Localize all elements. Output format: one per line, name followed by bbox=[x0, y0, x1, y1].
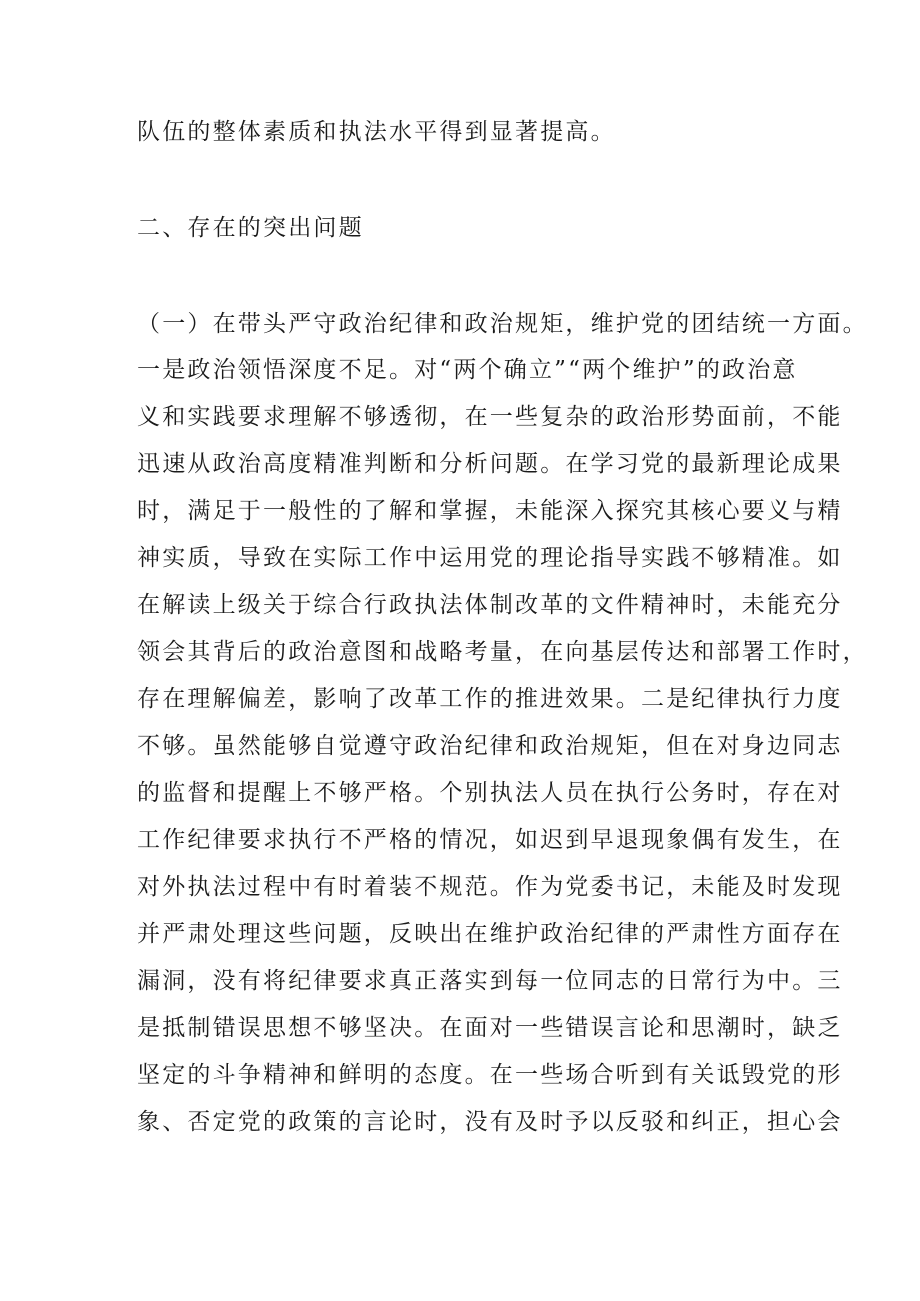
text-line: 一是政治领悟深度不足。对“两个确立”“两个维护”的政治意 bbox=[137, 357, 798, 383]
text-line: 象、否定党的政策的言论时，没有及时予以反驳和纠正，担心会 bbox=[137, 1109, 843, 1135]
subsection-heading: （一）在带头严守政治纪律和政治规矩，维护党的团结统一方面。 bbox=[137, 311, 868, 337]
text-line: 队伍的整体素质和执法水平得到显著提高。 bbox=[137, 119, 616, 145]
text-line: 领会其背后的政治意图和战略考量，在向基层传达和部署工作时， bbox=[137, 639, 868, 665]
text-line: 工作纪律要求执行不严格的情况，如迟到早退现象偶有发生，在 bbox=[137, 827, 843, 853]
text-line: 在解读上级关于综合行政执法体制改革的文件精神时，未能充分 bbox=[137, 592, 843, 618]
text-line: 存在理解偏差，影响了改革工作的推进效果。二是纪律执行力度 bbox=[137, 686, 843, 712]
text-line: 的监督和提醒上不够严格。个别执法人员在执行公务时，存在对 bbox=[137, 780, 843, 806]
section-heading: 二、存在的突出问题 bbox=[137, 215, 364, 241]
text-line: 神实质，导致在实际工作中运用党的理论指导实践不够精准。如 bbox=[137, 545, 843, 571]
text-line: 漏洞，没有将纪律要求真正落实到每一位同志的日常行为中。三 bbox=[137, 968, 843, 994]
text-line: 并严肃处理这些问题，反映出在维护政治纪律的严肃性方面存在 bbox=[137, 921, 843, 947]
text-line: 对外执法过程中有时着装不规范。作为党委书记，未能及时发现 bbox=[137, 874, 843, 900]
text-line: 迅速从政治高度精准判断和分析问题。在学习党的最新理论成果 bbox=[137, 451, 843, 477]
text-line: 是抵制错误思想不够坚决。在面对一些错误言论和思潮时，缺乏 bbox=[137, 1015, 843, 1041]
text-line: 不够。虽然能够自觉遵守政治纪律和政治规矩，但在对身边同志 bbox=[137, 733, 843, 759]
text-line: 坚定的斗争精神和鲜明的态度。在一些场合听到有关诋毁党的形 bbox=[137, 1062, 843, 1088]
text-line: 时，满足于一般性的了解和掌握，未能深入探究其核心要义与精 bbox=[137, 498, 843, 524]
text-line: 义和实践要求理解不够透彻，在一些复杂的政治形势面前，不能 bbox=[137, 404, 843, 430]
